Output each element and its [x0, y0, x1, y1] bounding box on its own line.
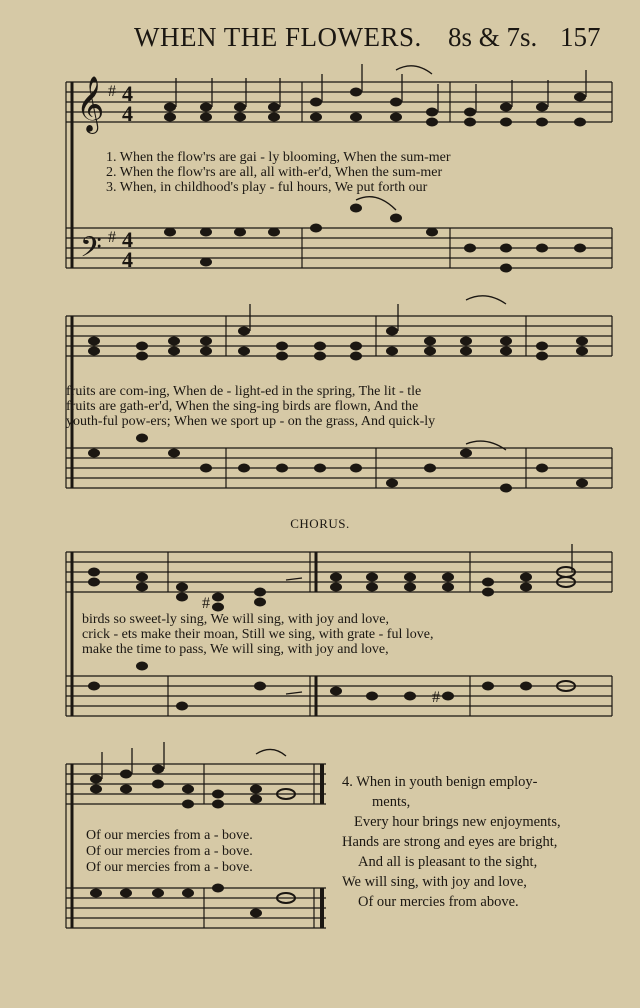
- page-number: 157: [560, 22, 601, 52]
- verse-4-line-5: And all is pleasant to the sight,: [358, 854, 538, 870]
- verse-4-line-4: Hands are strong and eyes are bright,: [342, 834, 558, 850]
- page-header: [0, 22, 640, 58]
- verse-4-line-1: 4. When in youth benign employ-: [342, 774, 538, 790]
- lyric-line-verse-1: 1. When the flow'rs are gai - ly blooming, When the sum-mer: [106, 150, 451, 165]
- hymn-title: WHEN THE FLOWERS.: [134, 22, 422, 52]
- hymn-meter: 8s & 7s.: [448, 22, 538, 52]
- lyric-line-verse-2: Of our mercies from a - bove.: [86, 844, 253, 859]
- lyric-line-verse-2: 2. When the flow'rs are all, all with-er'd, When the sum-mer: [106, 165, 443, 180]
- svg-text:4: 4: [122, 101, 133, 126]
- svg-text:4: 4: [122, 247, 133, 272]
- lyric-line-verse-2: fruits are gath-er'd, When the sing-ing birds are flown, And the: [66, 399, 419, 414]
- lyric-line-verse-3: 3. When, in childhood's play - ful hours, We put forth our: [106, 180, 428, 195]
- lyric-line-verse-3: youth-ful pow-ers; When we sport up - on the grass, And quick-ly: [66, 414, 436, 429]
- lyric-line-verse-1: birds so sweet-ly sing, We will sing, with joy and love,: [82, 612, 389, 627]
- verse-4-line-7: Of our mercies from above.: [358, 894, 519, 910]
- svg-text:#: #: [432, 689, 440, 706]
- svg-text:#: #: [108, 83, 116, 100]
- lyric-line-verse-3: Of our mercies from a - bove.: [86, 860, 253, 875]
- lyric-line-verse-1: fruits are com-ing, When de - light-ed in the spring, The lit - tle: [66, 384, 422, 399]
- svg-text:#: #: [202, 595, 210, 612]
- chorus-label: CHORUS.: [290, 516, 350, 531]
- svg-text:4: 4: [122, 227, 133, 252]
- music-system-2: [66, 300, 612, 500]
- lyric-line-verse-3: make the time to pass, We will sing, with joy and love,: [82, 642, 389, 657]
- lyric-line-verse-2: crick - ets make their moan, Still we sing, with grate - ful love,: [82, 627, 434, 642]
- verse-4-line-2: ments,: [372, 794, 411, 810]
- svg-text:𝄢: 𝄢: [80, 231, 102, 271]
- verse-4-line-3: Every hour brings new enjoyments,: [354, 814, 561, 830]
- svg-text:#: #: [108, 229, 116, 246]
- svg-text:𝄞: 𝄞: [76, 76, 105, 132]
- music-system-4: [66, 748, 336, 948]
- lyric-line-verse-1: Of our mercies from a - bove.: [86, 828, 253, 843]
- music-system-1: [66, 60, 612, 280]
- svg-text:4: 4: [122, 81, 133, 106]
- music-system-3: [66, 532, 612, 732]
- verse-4-line-6: We will sing, with joy and love,: [342, 874, 527, 890]
